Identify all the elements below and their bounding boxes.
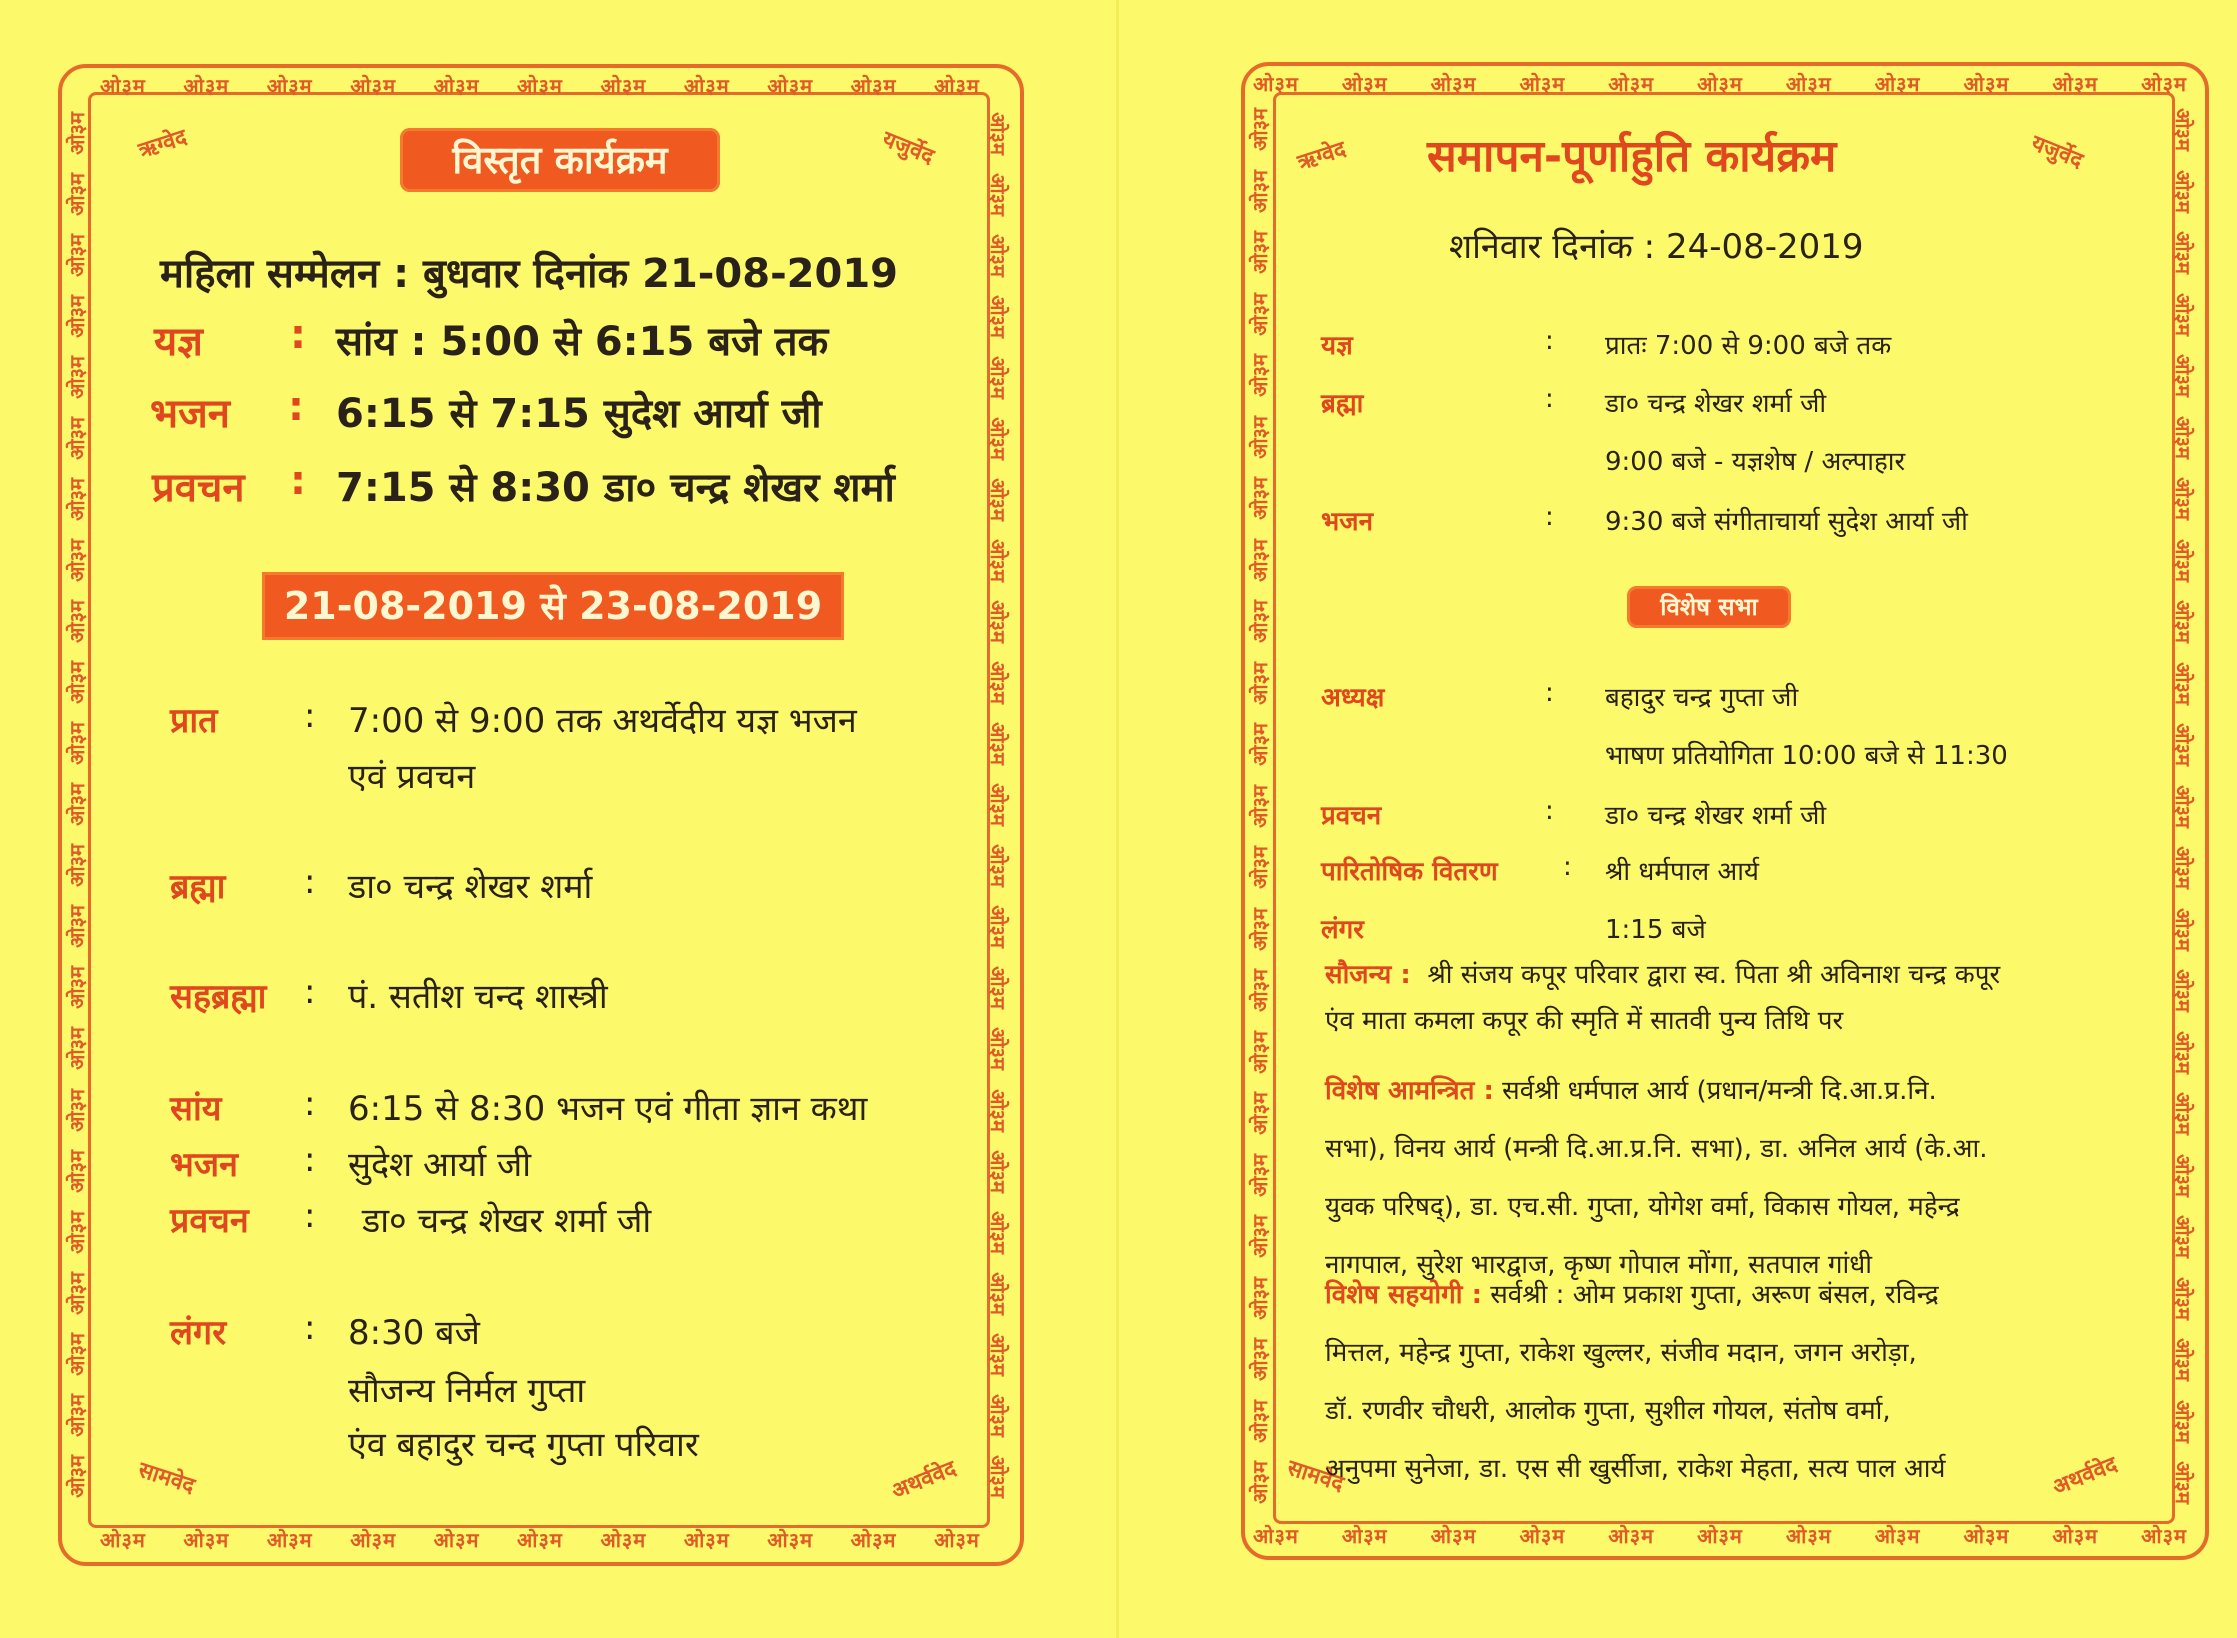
left-page <box>0 0 1118 1638</box>
mahila-colon-3: : <box>290 458 306 504</box>
right-page <box>1119 0 2237 1638</box>
r-colon-adhyaksh: : <box>1545 678 1554 708</box>
r-colon-paritoshik: : <box>1563 852 1572 882</box>
saujanya-block <box>1325 952 2165 1044</box>
row-colon-bhajan: : <box>304 1140 316 1180</box>
left-om-row-bottom: ओ३म ओ३म ओ३म ओ३म ओ३म ओ३म ओ३म ओ३म ओ३म ओ३म ओ३म <box>100 1528 980 1552</box>
row-value-brahma: डा० चन्द्र शेखर शर्मा <box>348 867 593 907</box>
left-corner-atharvaveda: अथर्ववेद <box>888 1456 960 1505</box>
row-label-brahma: ब्रह्मा <box>170 867 226 907</box>
row-label-bhajan: भजन <box>170 1145 238 1185</box>
amantrit-label: विशेष आमन्त्रित : <box>1325 1076 1494 1106</box>
left-title-badge: विस्तृत कार्यक्रम <box>400 128 720 192</box>
mahila-sammelan-heading: महिला सम्मेलन : बुधवार दिनांक 21-08-2019 <box>160 251 899 297</box>
r-value-adhyaksh: बहादुर चन्द्र गुप्ता जी <box>1605 683 1799 713</box>
mahila-label-bhajan: भजन <box>150 391 230 437</box>
r-colon-pravachan: : <box>1545 796 1554 826</box>
row-colon-sanyaa: : <box>304 1084 316 1124</box>
row-label-prat: प्रात <box>170 701 218 741</box>
row-value-prat: 7:00 से 9:00 तक अथर्वेदीय यज्ञ भजन <box>348 701 857 741</box>
mahila-colon-1: : <box>290 312 306 358</box>
left-om-row-top: ओ३म ओ३म ओ३म ओ३म ओ३म ओ३म ओ३म ओ३म ओ३म ओ३म ओ३म <box>100 74 980 98</box>
row-colon-brahma: : <box>304 862 316 902</box>
r-value-pravachan: डा० चन्द्र शेखर शर्मा जी <box>1605 801 1827 831</box>
left-corner-samaveda: सामवेद <box>135 1457 198 1500</box>
r-label-yagya: यज्ञ <box>1321 331 1353 361</box>
saujanya-text-1: श्री संजय कपूर परिवार द्वारा स्व. पिता श्री अविनाश चन्द्र कपूर <box>1427 960 2001 990</box>
r-label-bhajan: भजन <box>1321 507 1374 537</box>
row-value-sahbrahma: पं. सतीश चन्द शास्त्री <box>348 977 608 1017</box>
r-value-brahma: डा० चन्द्र शेखर शर्मा जी <box>1605 389 1827 419</box>
r-label-langar: लंगर <box>1321 915 1364 945</box>
r-colon-yagya: : <box>1545 326 1554 356</box>
r-colon-bhajan: : <box>1545 502 1554 532</box>
mahila-value-pravachan: 7:15 से 8:30 डा० चन्द्र शेखर शर्मा <box>336 465 895 511</box>
sahyogi-line-3: डॉ. रणवीर चौधरी, आलोक गुप्ता, सुशील गोयल, संतोष वर्मा, <box>1325 1396 1891 1426</box>
right-om-row-bottom: ओ३म ओ३म ओ३म ओ३म ओ३म ओ३म ओ३म ओ३म ओ३म ओ३म ओ३म <box>1253 1524 2187 1548</box>
row-colon-sahbrahma: : <box>304 972 316 1012</box>
r-colon-brahma: : <box>1545 384 1554 414</box>
sahyogi-block <box>1325 1266 2165 1498</box>
saujanya-label: सौजन्य : <box>1325 960 1411 990</box>
special-sabha-badge: विशेष सभा <box>1627 586 1791 628</box>
left-om-col-right: ओ३म ओ३म ओ३म ओ३म ओ३म ओ३म ओ३म ओ३म ओ३म ओ३म ओ३म ओ३म ओ३म ओ३म ओ३म ओ३म ओ३म ओ३म ओ३म ओ३म ओ३म ओ३म ओ३म <box>985 112 1010 1498</box>
r-label-brahma: ब्रह्मा <box>1321 389 1364 419</box>
row-colon-pravachan: : <box>304 1196 316 1236</box>
mahila-label-yagya: यज्ञ <box>154 319 203 365</box>
row-label-langar: लंगर <box>170 1313 227 1353</box>
row-value-prat-2: एवं प्रवचन <box>348 757 476 797</box>
row-value-langar: 8:30 बजे <box>348 1313 480 1353</box>
row-label-pravachan: प्रवचन <box>170 1201 249 1241</box>
right-corner-rigveda: ऋग्वेद <box>1294 136 1350 176</box>
mahila-colon-2: : <box>288 384 304 430</box>
right-corner-yajurveda: यजुर्वेद <box>2027 130 2087 174</box>
row-value-pravachan: डा० चन्द्र शेखर शर्मा जी <box>362 1201 652 1241</box>
r-label-adhyaksh: अध्यक्ष <box>1321 683 1385 713</box>
right-corner-samaveda: सामवेद <box>1284 1455 1347 1498</box>
right-om-col-left: ओ३म ओ३म ओ३म ओ३म ओ३म ओ३म ओ३म ओ३म ओ३म ओ३म ओ३म ओ३म ओ३म ओ३म ओ३म ओ३म ओ३म ओ३म ओ३म ओ३म ओ३म ओ३म ओ३म <box>1247 108 1272 1504</box>
mahila-value-bhajan: 6:15 से 7:15 सुदेश आर्या जी <box>336 391 822 437</box>
row-colon-langar: : <box>304 1308 316 1348</box>
right-title: समापन-पूर्णाहुति कार्यक्रम <box>1427 131 1837 182</box>
row-value-bhajan: सुदेश आर्या जी <box>348 1145 532 1185</box>
mahila-label-pravachan: प्रवचन <box>152 465 245 511</box>
sahyogi-line-2: मित्तल, महेन्द्र गुप्ता, राकेश खुल्लर, संजीव मदान, जगन अरोड़ा, <box>1325 1338 1917 1368</box>
right-corner-atharvaveda: अथर्ववेद <box>2049 1452 2121 1501</box>
row-label-sanyaa: सांय <box>170 1089 222 1129</box>
right-om-row-top: ओ३म ओ३म ओ३म ओ३म ओ३म ओ३म ओ३म ओ३म ओ३म ओ३म ओ३म <box>1253 72 2187 96</box>
row-colon-prat: : <box>304 696 316 736</box>
left-om-col-left: ओ३म ओ३म ओ३म ओ३म ओ३म ओ३म ओ३म ओ३म ओ३म ओ३म ओ३म ओ३म ओ३म ओ३म ओ३म ओ३म ओ३म ओ३म ओ३म ओ३म ओ३म ओ३म ओ३म <box>64 112 89 1498</box>
left-corner-yajurveda: यजुर्वेद <box>878 126 938 170</box>
amantrit-line-1: सर्वश्री धर्मपाल आर्य (प्रधान/मन्त्री दि.आ.प्र.नि. <box>1502 1076 1937 1106</box>
sahyogi-line-1: सर्वश्री : ओम प्रकाश गुप्ता, अरूण बंसल, रविन्द्र <box>1490 1280 1939 1310</box>
right-date: शनिवार दिनांक : 24-08-2019 <box>1449 227 1864 267</box>
row-value-langar-3: एंव बहादुर चन्द गुप्ता परिवार <box>348 1425 699 1465</box>
sahyogi-label: विशेष सहयोगी : <box>1325 1280 1482 1310</box>
amantrit-line-4: नागपाल, सुरेश भारद्वाज, कृष्ण गोपाल मोंगा, सतपाल गांधी <box>1325 1250 1873 1280</box>
amantrit-line-3: युवक परिषद्), डा. एच.सी. गुप्ता, योगेश वर्मा, विकास गोयल, महेन्द्र <box>1325 1192 1960 1222</box>
r-value-brahma-2: 9:00 बजे - यज्ञशेष / अल्पाहार <box>1605 447 1906 477</box>
row-value-sanyaa: 6:15 से 8:30 भजन एवं गीता ज्ञान कथा <box>348 1089 868 1129</box>
amantrit-block <box>1325 1062 2165 1294</box>
r-value-paritoshik: श्री धर्मपाल आर्य <box>1605 857 1759 887</box>
r-value-bhajan: 9:30 बजे संगीताचार्या सुदेश आर्या जी <box>1605 507 1968 537</box>
date-range-badge: 21-08-2019 से 23-08-2019 <box>262 572 844 640</box>
row-label-sahbrahma: सहब्रह्मा <box>170 977 267 1017</box>
sahyogi-line-4: अनुपमा सुनेजा, डा. एस सी खुर्सीजा, राकेश मेहता, सत्य पाल आर्य <box>1325 1454 1946 1484</box>
saujanya-text-2: एंव माता कमला कपूर की स्मृति में सातवी पुन्य तिथि पर <box>1325 1006 1844 1036</box>
r-label-paritoshik: पारितोषिक वितरण <box>1321 857 1498 887</box>
r-value-yagya: प्रातः 7:00 से 9:00 बजे तक <box>1605 331 1892 361</box>
r-value-langar: 1:15 बजे <box>1605 915 1706 945</box>
row-value-langar-2: सौजन्य निर्मल गुप्ता <box>348 1371 586 1411</box>
amantrit-line-2: सभा), विनय आर्य (मन्त्री दि.आ.प्र.नि. सभा), डा. अनिल आर्य (के.आ. <box>1325 1134 1988 1164</box>
r-label-pravachan: प्रवचन <box>1321 801 1382 831</box>
r-value-adhyaksh-2: भाषण प्रतियोगिता 10:00 बजे से 11:30 <box>1605 741 2008 771</box>
mahila-value-yagya: सांय : 5:00 से 6:15 बजे तक <box>336 319 829 365</box>
right-om-col-right: ओ३म ओ३म ओ३म ओ३म ओ३म ओ३म ओ३म ओ३म ओ३म ओ३म ओ३म ओ३म ओ३म ओ३म ओ३म ओ३म ओ३म ओ३म ओ३म ओ३म ओ३म ओ३म ओ३म <box>2170 108 2195 1504</box>
left-corner-rigveda: ऋग्वेद <box>135 124 191 164</box>
